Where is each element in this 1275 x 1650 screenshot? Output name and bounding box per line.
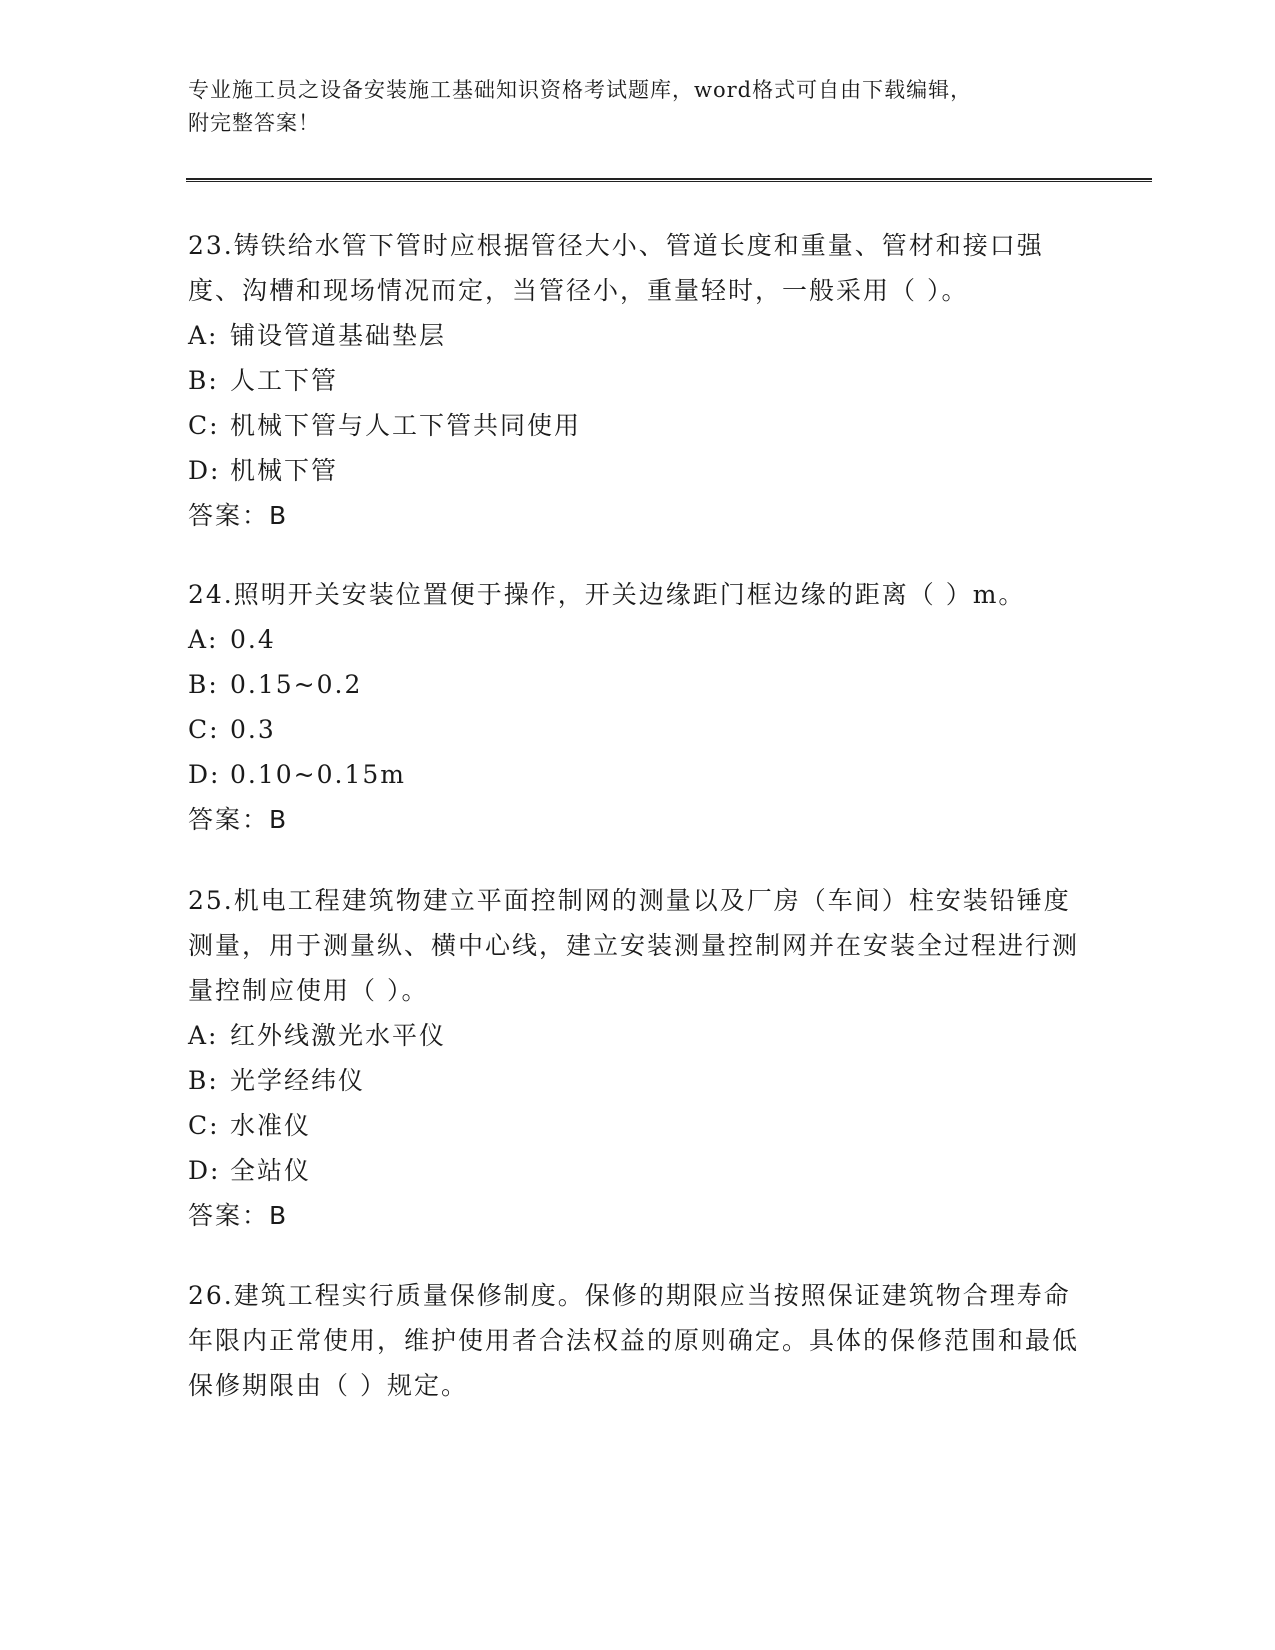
option-a — [188, 617, 1088, 662]
header-line-1: 专业施工员之设备安装施工基础知识资格考试题库，word格式可自由下载编辑， — [188, 78, 973, 102]
option-text: 水准仪 — [230, 1111, 312, 1140]
option-letter: C: — [188, 715, 220, 744]
option-letter: B: — [188, 366, 219, 395]
option-a — [188, 1013, 1088, 1058]
option-letter: A: — [188, 625, 219, 654]
question-25 — [188, 878, 1088, 1238]
option-letter: A: — [188, 321, 219, 350]
option-letter: A: — [188, 1021, 219, 1050]
option-text: 光学经纬仪 — [230, 1066, 366, 1095]
option-c — [188, 403, 1088, 448]
option-c — [188, 707, 1088, 752]
option-text: 人工下管 — [230, 366, 339, 395]
question-stem: 23.铸铁给水管下管时应根据管径大小、管道长度和重量、管材和接口强度、沟槽和现场情况而定，当管径小，重量轻时，一般采用（ ）。 — [188, 231, 1044, 305]
option-a — [188, 313, 1088, 358]
question-24 — [188, 572, 1088, 842]
option-d — [188, 1148, 1088, 1193]
question-stem: 26.建筑工程实行质量保修制度。保修的期限应当按照保证建筑物合理寿命年限内正常使用，维护使用者合法权益的原则确定。具体的保修范围和最低保修期限由（ ）规定。 — [188, 1281, 1080, 1400]
header-divider — [186, 178, 1152, 182]
option-text: 机械下管 — [230, 456, 339, 485]
answer-label: 答案：B — [188, 1201, 289, 1230]
option-letter: B: — [188, 1066, 219, 1095]
option-b — [188, 1058, 1088, 1103]
option-text: 全站仪 — [230, 1156, 312, 1185]
option-text: 0.10~0.15m — [230, 760, 406, 789]
option-c — [188, 1103, 1088, 1148]
document-header — [188, 74, 1088, 140]
option-text: 铺设管道基础垫层 — [230, 321, 447, 350]
question-stem: 24.照明开关安装位置便于操作，开关边缘距门框边缘的距离（ ）m。 — [188, 580, 1026, 609]
answer-label: 答案：B — [188, 501, 289, 530]
option-b — [188, 358, 1088, 403]
option-text: 红外线激光水平仪 — [230, 1021, 447, 1050]
question-stem: 25.机电工程建筑物建立平面控制网的测量以及厂房（车间）柱安装铅锤度测量，用于测量纵、横中心线，建立安装测量控制网并在安装全过程进行测量控制应使用（ ）。 — [188, 886, 1080, 1005]
option-text: 0.3 — [230, 715, 276, 744]
option-b — [188, 662, 1088, 707]
option-text: 0.4 — [230, 625, 276, 654]
question-26 — [188, 1273, 1088, 1408]
option-letter: D: — [188, 760, 221, 789]
option-letter: B: — [188, 670, 219, 699]
header-line-2: 附完整答案！ — [188, 111, 320, 135]
answer-label: 答案：B — [188, 805, 289, 834]
question-23 — [188, 223, 1088, 538]
option-letter: D: — [188, 1156, 221, 1185]
option-d — [188, 752, 1088, 797]
option-letter: C: — [188, 411, 220, 440]
option-text: 机械下管与人工下管共同使用 — [230, 411, 582, 440]
option-d — [188, 448, 1088, 493]
option-letter: C: — [188, 1111, 220, 1140]
option-text: 0.15~0.2 — [230, 670, 363, 699]
option-letter: D: — [188, 456, 221, 485]
